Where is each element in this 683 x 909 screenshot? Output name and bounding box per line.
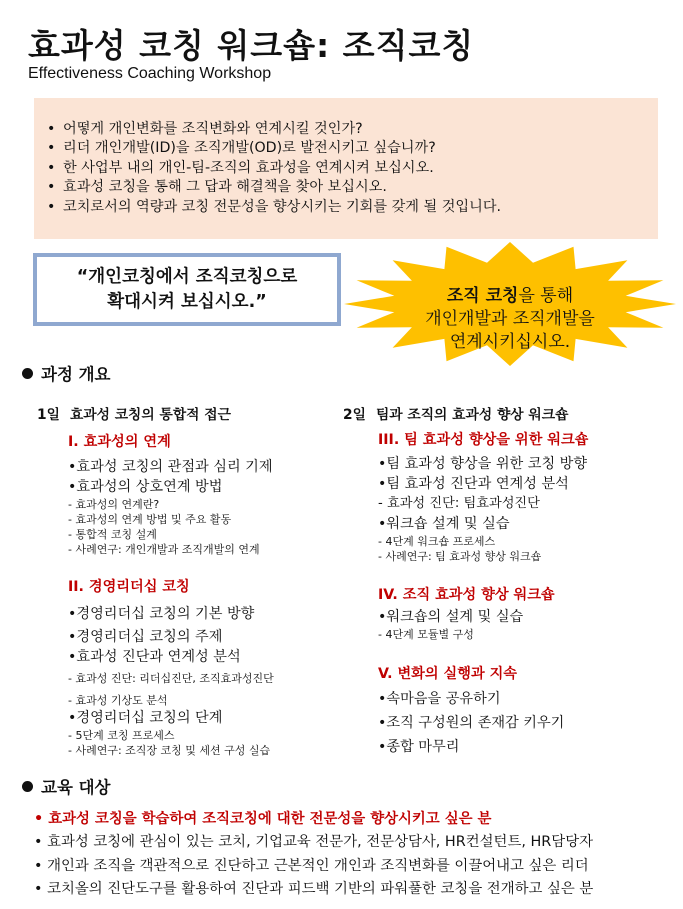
sub-item: - 사례연구: 팀 효과성 향상 워크숍 [378, 550, 542, 563]
sub-item: - 4단계 워크숍 프로세스 [378, 535, 496, 548]
intro-bullet: • 효과성 코칭을 통해 그 답과 해결책을 찾아 보십시오. [46, 178, 646, 197]
page-title: 효과성 코칭 워크숍: 조직코칭 [28, 26, 475, 65]
quote-box [33, 253, 341, 326]
section-3 [378, 429, 588, 564]
sub-item: - 효과성 진단: 리더십진단, 조직효과성진단 [68, 672, 274, 685]
starburst-text-line: 을 통해 [518, 286, 574, 306]
list-item: •종합 마무리 [378, 739, 460, 755]
day2-header [343, 403, 568, 423]
intro-bullet-list [46, 120, 646, 217]
starburst-callout [342, 241, 678, 367]
starburst-bold-text: 조직 코칭 [446, 286, 519, 306]
list-item: •효과성의 상호연계 방법 [68, 479, 223, 495]
list-item: •속마음을 공유하기 [378, 691, 501, 707]
bullet-dot-icon [22, 781, 33, 792]
section-5 [378, 663, 564, 757]
starburst-text-line: 연계시키십시오. [449, 332, 571, 352]
list-item: •경영리더십 코칭의 주제 [68, 629, 223, 645]
target-item: • 코치올의 진단도구를 활용하여 진단과 피드백 기반의 파워풀한 코칭을 전개하고 싶은 분 [34, 880, 594, 897]
list-item: •조직 구성원의 존재감 키우기 [378, 715, 565, 731]
intro-bullet: • 리더 개인개발(ID)을 조직개발(OD)로 발전시키고 싶습니까? [46, 139, 646, 158]
target-item: • 개인과 조직을 객관적으로 진단하고 근본적인 개인과 조직변화를 이끌어내고 싶은 리더 [34, 857, 589, 874]
list-item: •팀 효과성 향상을 위한 코칭 방향 [378, 456, 588, 472]
day1-header [37, 403, 231, 423]
list-item: •효과성 코칭의 관점과 심리 기제 [68, 459, 273, 475]
intro-bullet: • 어떻게 개인변화를 조직변화와 연계시킬 것인가? [46, 120, 646, 139]
target-heading-text: 교육 대상 [41, 778, 111, 797]
page-subtitle: Effectiveness Coaching Workshop [28, 65, 272, 82]
target-highlight: • 효과성 코칭을 학습하여 조직코칭에 대한 전문성을 향상시키고 싶은 분 [34, 811, 492, 827]
target-heading [22, 774, 111, 798]
starburst-text-line: 개인개발과 조직개발을 [425, 309, 595, 329]
intro-bullet: • 코치로서의 역량과 코칭 전문성을 향상시키는 기회를 갖게 될 것입니다. [46, 198, 646, 217]
target-item: • 효과성 코칭에 관심이 있는 코치, 기업교육 전문가, 전문상담사, HR컨설턴트, HR담당자 [34, 834, 594, 851]
list-item: •경영리더십 코칭의 기본 방향 [68, 606, 255, 622]
sub-item: - 통합적 코칭 설계 [68, 528, 157, 541]
sub-item: - 5단계 코칭 프로세스 [68, 729, 175, 742]
quote-line: “개인코칭에서 조직코칭으로 [76, 266, 298, 287]
list-item: •팀 효과성 진단과 연계성 분석 [378, 476, 569, 492]
day1-number: 1일 [37, 407, 60, 423]
section-1 [68, 431, 273, 557]
section-4 [378, 584, 555, 642]
section-1-heading: I. 효과성의 연계 [68, 434, 171, 450]
sub-item: - 효과성 기상도 분석 [68, 694, 168, 707]
day2-number: 2일 [343, 407, 366, 423]
sub-item: - 4단계 모듈별 구성 [378, 628, 474, 641]
section-2-heading: II. 경영리더십 코칭 [68, 579, 190, 595]
list-item: •워크숍 설계 및 실습 [378, 516, 510, 532]
list-item: - 효과성 진단: 팀효과성진단 [378, 496, 540, 511]
list-item: •워크숍의 설계 및 실습 [378, 609, 524, 625]
day2-title: 팀과 조직의 효과성 향상 워크숍 [375, 407, 569, 423]
section-3-heading: III. 팀 효과성 향상을 위한 워크숍 [378, 432, 589, 448]
intro-bullet: • 한 사업부 내의 개인-팀-조직의 효과성을 연계시켜 보십시오. [46, 159, 646, 178]
sub-item: - 사례연구: 개인개발과 조직개발의 연계 [68, 543, 260, 556]
sub-item: - 사례연구: 조직장 코칭 및 세션 구성 실습 [68, 744, 271, 757]
quote-line: 확대시켜 보십시오.” [107, 291, 267, 312]
intro-box [34, 98, 658, 239]
section-5-heading: V. 변화의 실행과 지속 [378, 666, 517, 682]
section-2 [68, 576, 274, 758]
overview-heading [22, 361, 111, 385]
day1-title: 효과성 코칭의 통합적 접근 [69, 407, 231, 423]
target-list [34, 808, 593, 901]
starburst-text [342, 285, 678, 354]
sub-item: - 효과성의 연계란? [68, 498, 160, 511]
bullet-dot-icon [22, 368, 33, 379]
overview-heading-text: 과정 개요 [41, 365, 111, 384]
sub-item: - 효과성의 연계 방법 및 주요 활동 [68, 513, 232, 526]
section-4-heading: IV. 조직 효과성 향상 워크숍 [378, 587, 555, 603]
list-item: •경영리더십 코칭의 단계 [68, 710, 223, 726]
list-item: •효과성 진단과 연계성 분석 [68, 649, 241, 665]
